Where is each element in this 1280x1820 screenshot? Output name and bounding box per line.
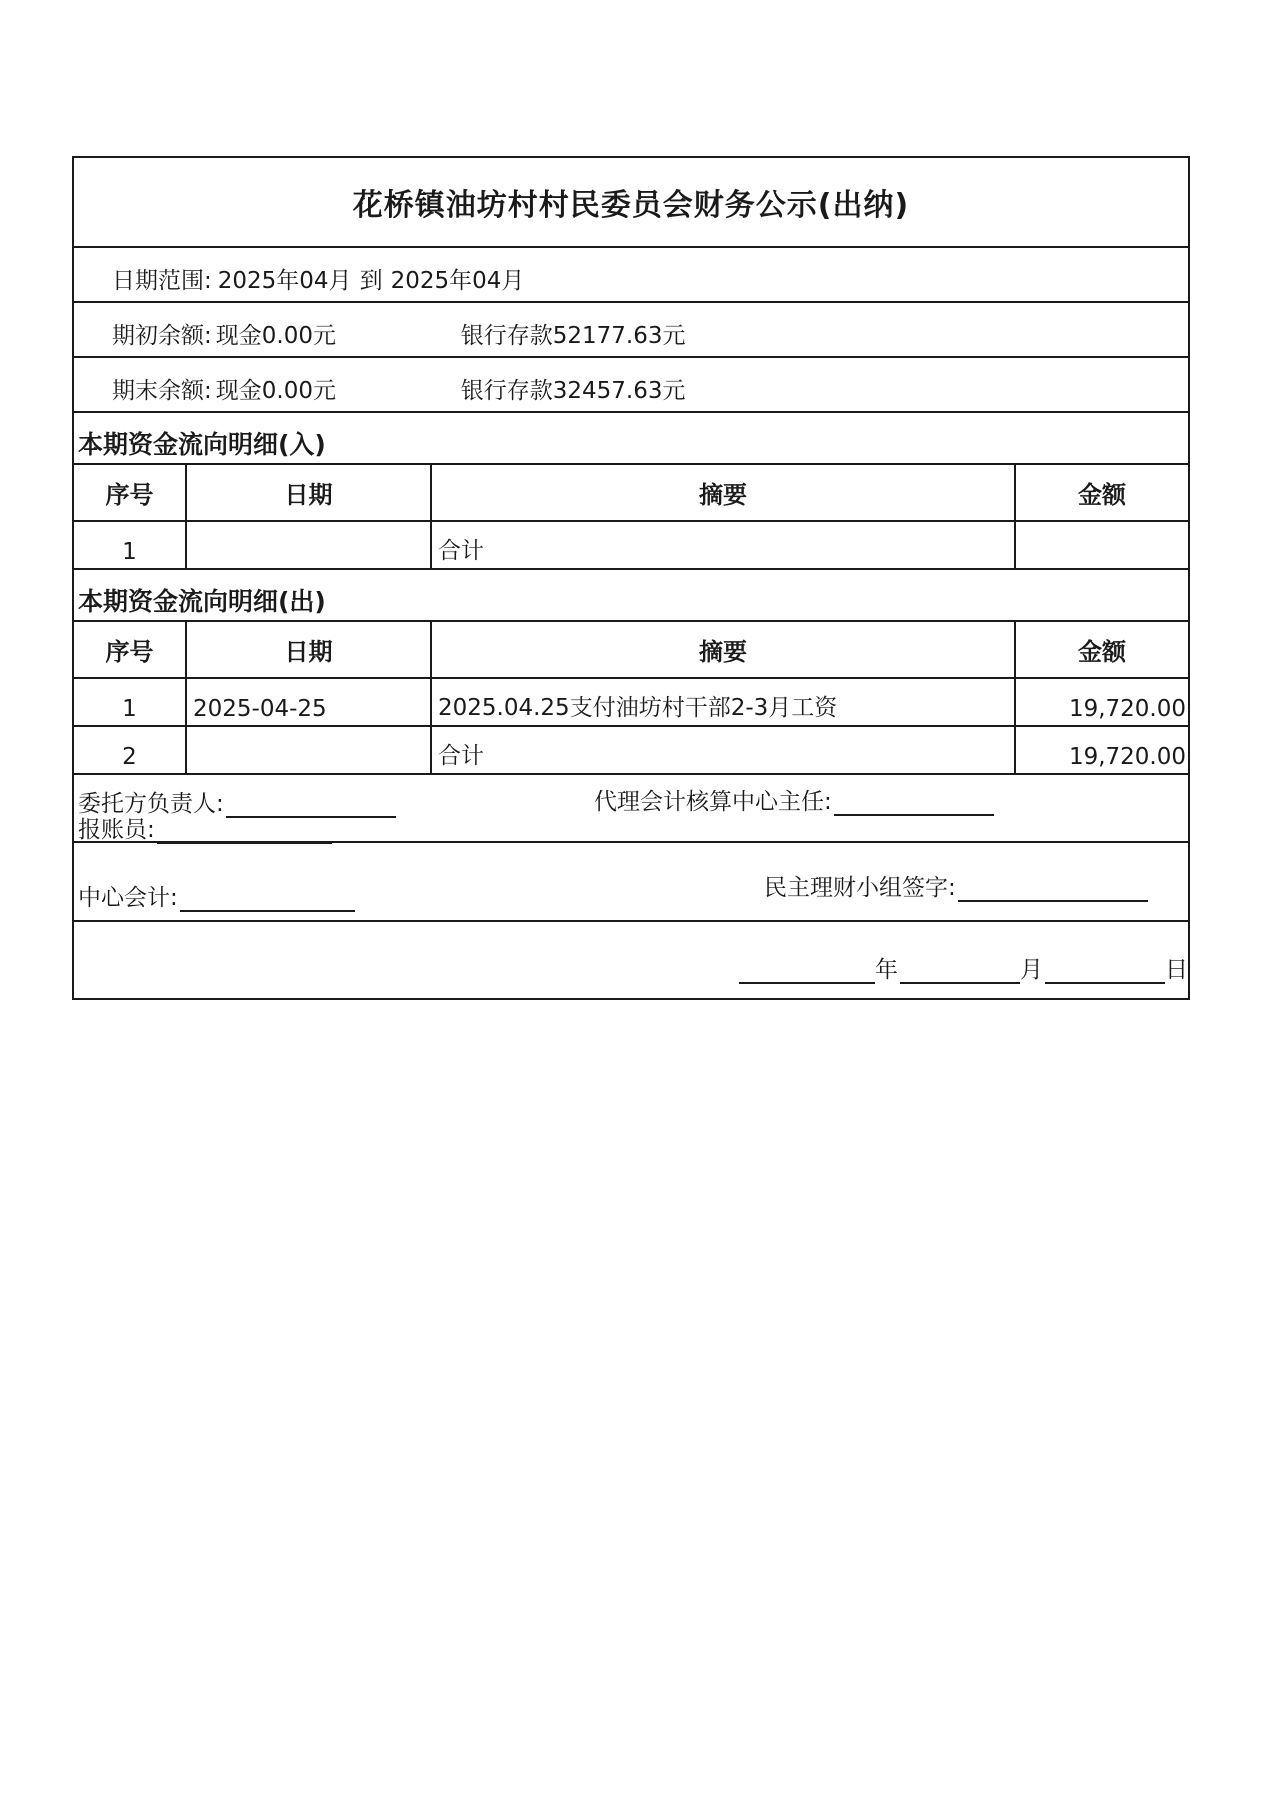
year-blank	[739, 962, 875, 984]
closing-cash: 现金0.00元	[215, 378, 336, 404]
signature-divider	[74, 841, 1188, 843]
document-title: 花桥镇油坊村村民委员会财务公示(出纳)	[74, 158, 1188, 248]
closing-bank: 银行存款32457.63元	[460, 378, 686, 404]
inflow-section-title: 本期资金流向明细(入)	[74, 413, 1188, 465]
day-label: 日	[1165, 957, 1188, 983]
opening-balance-label: 期初余额:	[112, 323, 212, 349]
closing-balance-row	[74, 358, 1188, 413]
table-row	[74, 726, 1188, 774]
agency-director-blank	[834, 794, 994, 816]
reimburser-signature	[78, 811, 332, 844]
opening-cash: 现金0.00元	[215, 323, 336, 349]
finance-group-blank	[958, 880, 1148, 902]
cell-summary: 合计	[431, 521, 1015, 569]
col-header-summary: 摘要	[431, 622, 1015, 678]
date-range-row	[74, 248, 1188, 303]
cell-amount	[1015, 521, 1188, 569]
client-head-label: 委托方负责人:	[78, 791, 224, 817]
closing-balance-label: 期末余额:	[112, 378, 212, 404]
col-header-summary: 摘要	[431, 465, 1015, 521]
table-header-row	[74, 622, 1188, 678]
cell-date	[186, 726, 431, 774]
cell-date	[186, 521, 431, 569]
finance-disclosure-sheet	[72, 156, 1190, 1000]
col-header-seq: 序号	[74, 465, 186, 521]
date-footer	[74, 922, 1188, 998]
cell-summary: 合计	[431, 726, 1015, 774]
finance-group-label: 民主理财小组签字:	[764, 875, 956, 901]
day-blank	[1045, 962, 1165, 984]
month-blank	[900, 962, 1020, 984]
center-accountant-signature	[78, 879, 355, 912]
opening-bank: 银行存款52177.63元	[460, 323, 686, 349]
cell-date: 2025-04-25	[186, 678, 431, 726]
date-footer-line	[737, 951, 1188, 984]
col-header-amount: 金额	[1015, 622, 1188, 678]
date-range-to: 2025年04月	[390, 268, 525, 294]
reimburser-label: 报账员:	[78, 817, 155, 843]
cell-summary: 2025.04.25支付油坊村干部2-3月工资	[431, 678, 1015, 726]
col-header-amount: 金额	[1015, 465, 1188, 521]
cell-amount: 19,720.00	[1015, 726, 1188, 774]
year-label: 年	[875, 957, 898, 983]
outflow-table	[74, 622, 1188, 775]
cell-seq: 1	[74, 521, 186, 569]
center-accountant-label: 中心会计:	[78, 885, 178, 911]
cell-seq: 1	[74, 678, 186, 726]
table-row	[74, 521, 1188, 569]
month-label: 月	[1020, 957, 1043, 983]
cell-seq: 2	[74, 726, 186, 774]
agency-director-signature	[594, 783, 994, 816]
date-range-from: 2025年04月	[217, 268, 352, 294]
cell-amount: 19,720.00	[1015, 678, 1188, 726]
table-header-row	[74, 465, 1188, 521]
finance-group-signature	[764, 869, 1148, 902]
center-accountant-blank	[180, 890, 355, 912]
col-header-date: 日期	[186, 622, 431, 678]
agency-director-label: 代理会计核算中心主任:	[594, 789, 832, 815]
table-row	[74, 678, 1188, 726]
inflow-table	[74, 465, 1188, 570]
outflow-section-title: 本期资金流向明细(出)	[74, 570, 1188, 622]
date-range-to-word: 到	[359, 268, 383, 294]
col-header-seq: 序号	[74, 622, 186, 678]
opening-balance-row	[74, 303, 1188, 358]
date-range-label: 日期范围:	[112, 268, 212, 294]
signature-area	[74, 775, 1188, 922]
col-header-date: 日期	[186, 465, 431, 521]
